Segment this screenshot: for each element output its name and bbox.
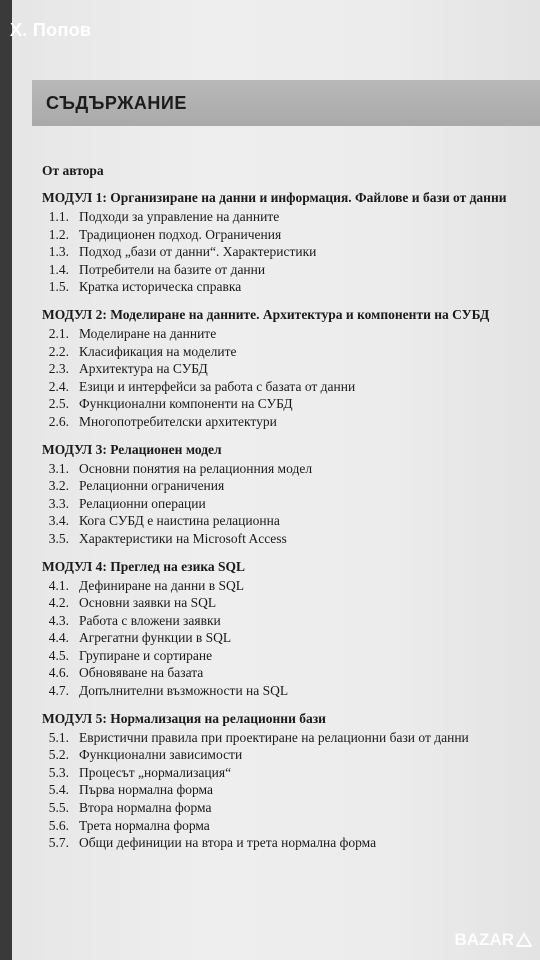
entry-number: 3.2. [48,478,69,494]
entry-number: 5.7. [48,835,69,851]
entry-text: Релационни ограничения [79,478,225,494]
toc-entry [42,834,540,852]
entry-text: Моделиране на данните [79,325,217,341]
entry-number: 2.3. [48,361,69,377]
toc-entry [42,664,540,682]
toc-module-1 [42,188,540,296]
entry-number: 4.7. [48,683,69,699]
toc-entry [42,378,540,396]
entry-text: Основни понятия на релационния модел [79,460,313,476]
entry-number: 2.5. [48,396,69,412]
entry-text: Групиране и сортиране [79,647,213,663]
entry-number: 4.4. [48,630,69,646]
toc-entry [42,746,540,764]
entry-text: Подходи за управление на данните [79,209,280,224]
entry-number: 4.3. [48,612,69,628]
bazar-logo [455,930,533,950]
book-page [12,0,540,960]
toc-entry [42,460,540,478]
toc-entry [42,647,540,665]
entry-text: Функционални компоненти на СУБД [79,396,293,412]
entry-text: Агрегатни функции в SQL [79,630,232,646]
seller-watermark: Х. Попов [10,20,92,40]
toc-entry [42,729,540,747]
toc-entry [42,594,540,612]
contents-banner [32,80,540,126]
toc-entry [42,781,540,799]
entry-number: 1.4. [48,261,69,277]
entry-number: 5.3. [48,764,69,780]
toc-module-3 [42,440,540,548]
entry-number: 3.1. [48,460,69,476]
entry-number: 2.2. [48,343,69,359]
entry-text: Кога СУБД е наистина релационна [79,513,280,529]
entry-number: 4.1. [48,577,69,593]
entry-text: Трета нормална форма [79,817,210,833]
entry-number: 2.6. [48,413,69,429]
entry-text: Допълнителни възможности на SQL [79,683,289,699]
module-title: МОДУЛ 4: Преглед на езика SQL [42,558,246,574]
module-title: МОДУЛ 2: Моделиране на данните. Архитектура и компоненти на СУБД [42,306,490,322]
entry-text: Кратка историческа справка [79,279,242,295]
entry-number: 5.5. [48,800,69,816]
author-preface-entry: От автора [42,163,104,178]
toc-entry [42,413,540,431]
entry-text: Архитектура на СУБД [79,361,208,377]
toc-entry [42,612,540,630]
toc-entry [42,343,540,361]
entry-number: 1.2. [48,226,69,242]
entry-number: 2.1. [48,325,69,341]
entry-text: Общи дефиниции на втора и трета нормална форма [79,835,377,851]
toc-entry [42,261,540,279]
entry-number: 1.1. [48,209,69,224]
entry-number: 3.3. [48,495,69,511]
entry-number: 2.4. [48,378,69,394]
entry-number: 5.2. [48,747,69,763]
toc-entry [42,764,540,782]
page-title: СЪДЪРЖАНИЕ [46,93,187,113]
entry-text: Работа с вложени заявки [79,612,221,628]
toc-entry [42,243,540,261]
toc-entry [42,817,540,835]
module-title: МОДУЛ 3: Релационен модел [42,441,222,457]
toc-module-2 [42,305,540,431]
entry-text: Дефиниране на данни в SQL [79,577,245,593]
toc-entry [42,495,540,513]
entry-number: 1.5. [48,279,69,295]
entry-text: Евристични правила при проектиране на релационни бази от данни [79,729,469,745]
entry-text: Втора нормална форма [79,800,212,816]
entry-number: 5.1. [48,729,69,745]
entry-text: Процесът „нормализация“ [79,764,232,780]
entry-number: 4.6. [48,665,69,681]
table-of-contents [42,160,540,861]
toc-entry [42,208,540,226]
entry-number: 1.3. [48,244,69,260]
entry-text: Характеристики на Microsoft Access [79,530,287,546]
module-title: МОДУЛ 5: Нормализация на релационни бази [42,710,326,726]
bazar-logo-icon [516,932,532,948]
entry-text: Обновяване на базата [79,665,204,681]
entry-text: Първа нормална форма [79,782,213,798]
entry-number: 5.4. [48,782,69,798]
entry-number: 3.4. [48,513,69,529]
toc-entry [42,325,540,343]
toc-entry [42,530,540,548]
toc-module-4 [42,557,540,700]
toc-entry [42,682,540,700]
module-title: МОДУЛ 1: Организиране на данни и информация. Файлове и бази от данни [42,190,507,205]
bazar-logo-text: BAZAR [454,930,514,949]
entry-text: Многопотребителски архитектури [79,413,277,429]
toc-entry [42,477,540,495]
entry-number: 3.5. [48,530,69,546]
entry-text: Подход „бази от данни“. Характеристики [79,244,317,260]
entry-text: Функционални зависимости [79,747,243,763]
toc-entry [42,577,540,595]
entry-number: 4.5. [48,647,69,663]
toc-entry [42,395,540,413]
entry-number: 4.2. [48,595,69,611]
toc-module-5 [42,709,540,852]
toc-entry [42,360,540,378]
toc-entry [42,226,540,244]
toc-entry [42,278,540,296]
entry-text: Потребители на базите от данни [79,261,266,277]
entry-text: Традиционен подход. Ограничения [79,226,282,242]
toc-entry [42,799,540,817]
entry-number: 5.6. [48,817,69,833]
toc-entry [42,629,540,647]
toc-entry [42,512,540,530]
entry-text: Релационни операции [79,495,206,511]
entry-text: Езици и интерфейси за работа с базата от данни [79,378,356,394]
entry-text: Основни заявки на SQL [79,595,217,611]
entry-text: Класификация на моделите [79,343,237,359]
